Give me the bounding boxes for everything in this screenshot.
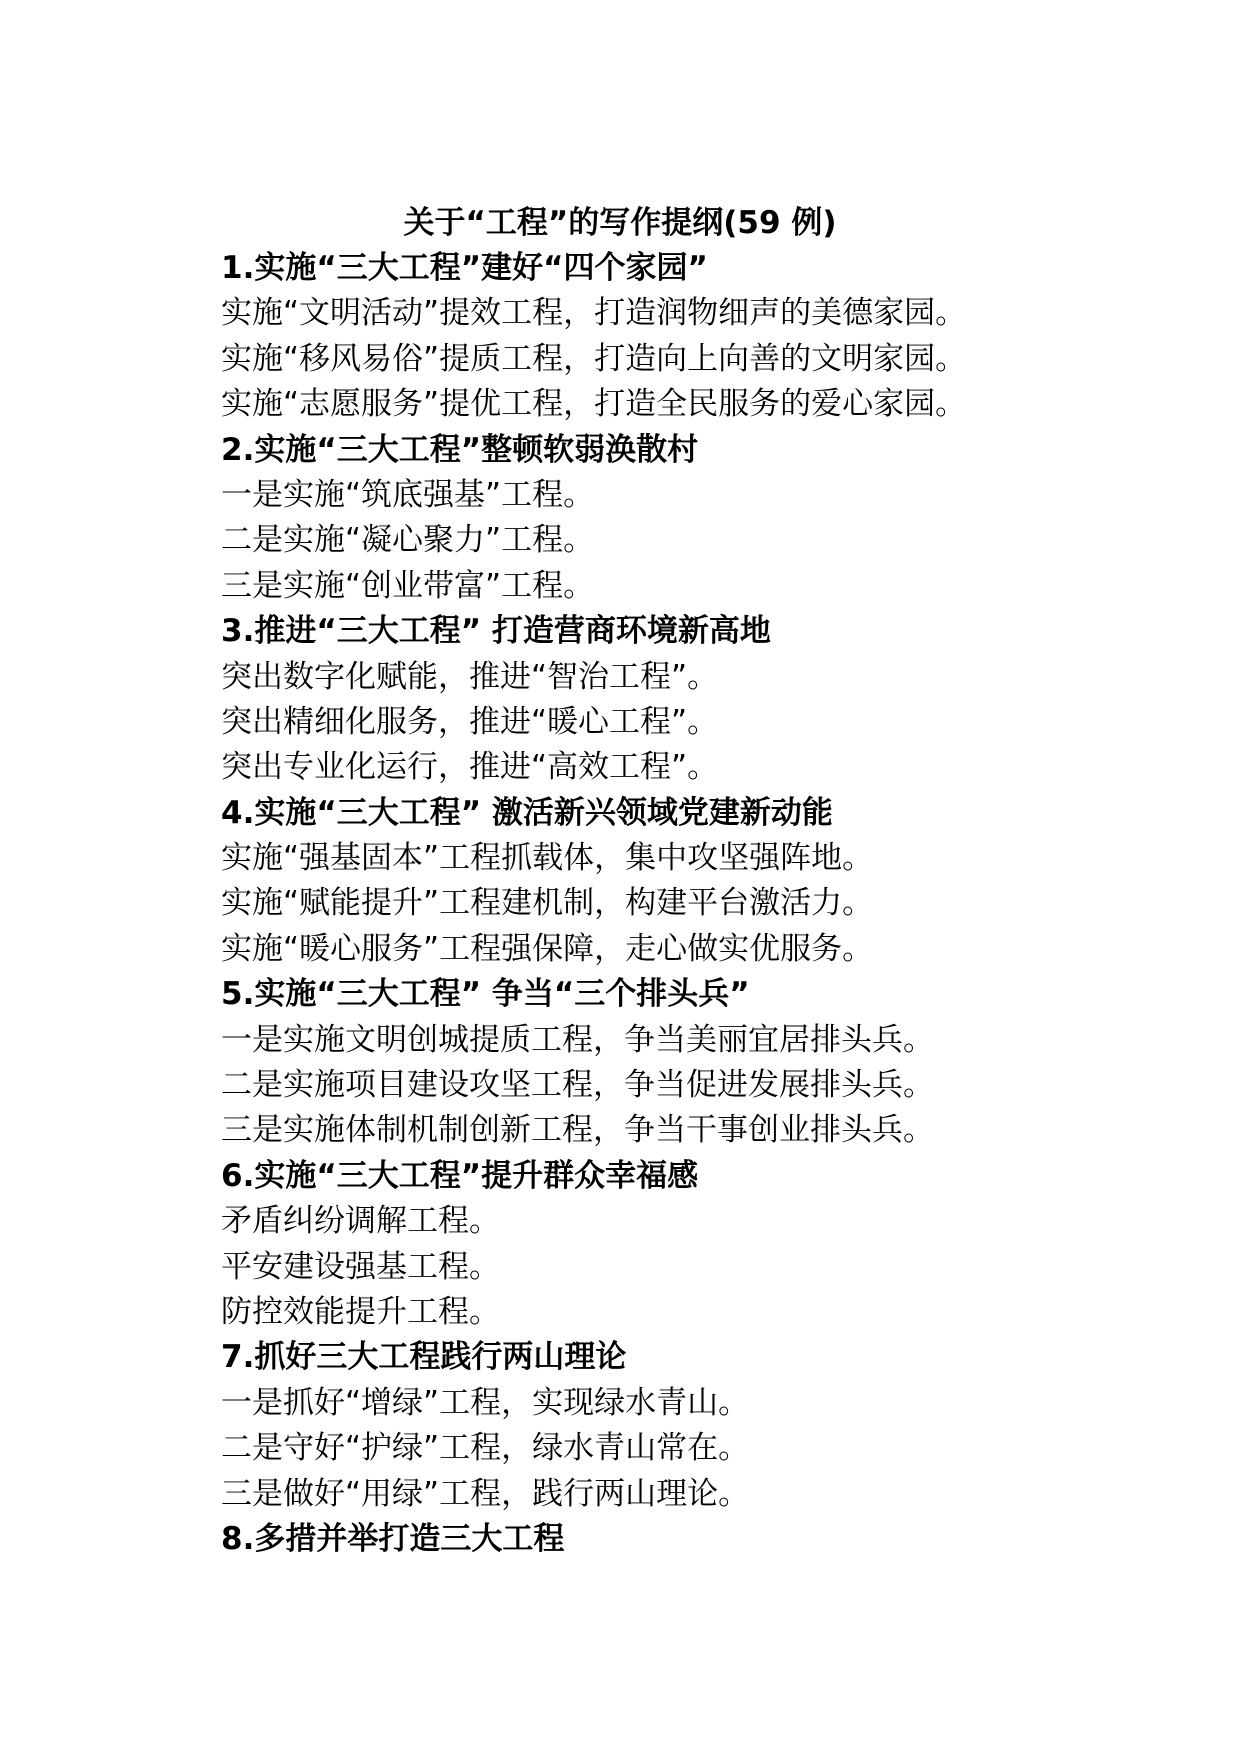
section-item: 二是实施“凝心聚力”工程。: [221, 522, 595, 559]
section-item: 平安建设强基工程。: [221, 1248, 500, 1285]
section-heading: 8.多措并举打造三大工程: [221, 1520, 565, 1557]
section-heading: 1.实施“三大工程”建好“四个家园”: [221, 250, 708, 286]
section-item: 实施“暖心服务”工程强保障，走心做实优服务。: [221, 930, 874, 967]
section-item: 突出专业化运行，推进“高效工程”。: [221, 749, 719, 786]
document-title: 关于“工程”的写作提纲(59 例): [403, 205, 837, 241]
section-heading: 6.实施“三大工程”提升群众幸福感: [221, 1157, 699, 1194]
section-item: 二是实施项目建设攻坚工程，争当促进发展排头兵。: [221, 1067, 934, 1104]
section-item: 实施“移风易俗”提质工程，打造向上向善的文明家园。: [221, 340, 967, 377]
section-heading: 4.实施“三大工程” 激活新兴领域党建新动能: [221, 794, 833, 831]
section-item: 突出数字化赋能，推进“智治工程”。: [221, 658, 719, 695]
section-heading: 5.实施“三大工程” 争当“三个排头兵”: [221, 976, 750, 1013]
section-item: 突出精细化服务，推进“暖心工程”。: [221, 703, 719, 740]
document-body: [221, 246, 1231, 1562]
section-item: 实施“强基固本”工程抓载体，集中攻坚强阵地。: [221, 840, 874, 877]
section-item: 矛盾纠纷调解工程。: [221, 1203, 500, 1240]
section-heading: 3.推进“三大工程” 打造营商环境新高地: [221, 613, 771, 650]
section-heading: 2.实施“三大工程”整顿软弱涣散村: [221, 431, 699, 468]
section-item: 三是实施“创业带富”工程。: [221, 567, 595, 604]
section-item: 防控效能提升工程。: [221, 1293, 500, 1330]
section-item: 三是实施体制机制创新工程，争当干事创业排头兵。: [221, 1112, 934, 1149]
section-item: 实施“文明活动”提效工程，打造润物细声的美德家园。: [221, 295, 967, 332]
section-item: 一是抓好“增绿”工程，实现绿水青山。: [221, 1384, 750, 1421]
section-heading: 7.抓好三大工程践行两山理论: [221, 1339, 627, 1376]
section-item: 实施“志愿服务”提优工程，打造全民服务的爱心家园。: [221, 386, 967, 423]
section-item: 实施“赋能提升”工程建机制，构建平台激活力。: [221, 885, 874, 922]
section-item: 一是实施“筑底强基”工程。: [221, 476, 595, 513]
section-item: 二是守好“护绿”工程，绿水青山常在。: [221, 1430, 750, 1467]
section-item: 一是实施文明创城提质工程，争当美丽宜居排头兵。: [221, 1021, 934, 1058]
section-item: 三是做好“用绿”工程，践行两山理论。: [221, 1475, 750, 1512]
